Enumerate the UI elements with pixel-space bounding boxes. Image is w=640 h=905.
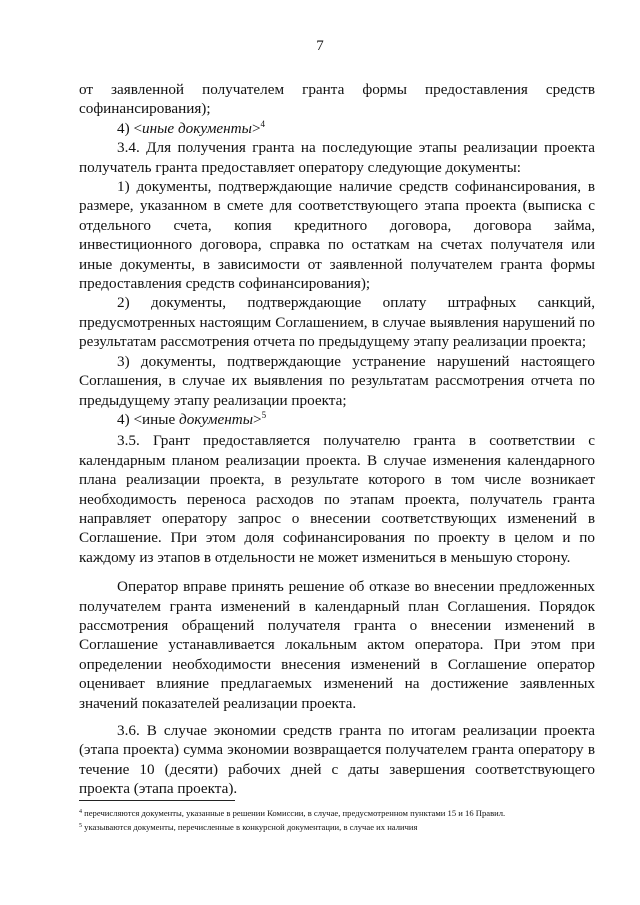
italic-text: документы: [179, 410, 253, 428]
page-number: 7: [316, 38, 324, 54]
paragraph-other-documents-5: 4) <иные документы>$^5$: [117, 409, 267, 428]
paragraph-item-2: 2) документы, подтверждающие оплату штрафных санкций, предусмотренных настоящим Соглашением, в случае выявления нарушений по результатам рассмотрения отчета по предыдущему этапу реализации проекта;: [79, 294, 595, 351]
document-body: [79, 80, 595, 799]
footnote-ref-5: 5: [261, 409, 267, 420]
paragraph-operator-refusal: Оператор вправе принять решение об отказе во внесении предложенных получателем гранта изменений в календарный план Соглашения. Порядок рассмотрения обращений получателя гранта о внесении изменений в Соглашение устанавливается локальным актом оператора. При этом при определении необходимости внесения изменений в Соглашение оператор оценивает влияние предлагаемых изменений на достижение заявленных значений показателей реализации проекта.: [79, 578, 595, 712]
paragraph-3-6: 3.6. В случае экономии средств гранта по итогам реализации проекта (этапа проекта) сумма экономии возвращается получателем гранта оператору в течение 10 (десяти) рабочих дней с даты завершения соответствующего проекта (этапа проекта).: [79, 722, 595, 798]
footnotes: [79, 806, 599, 834]
footnote-divider: [79, 800, 235, 801]
paragraph-3-5: 3.5. Грант предоставляется получателю гранта в соответствии с календарным планом реализации проекта. В случае изменения календарного плана реализации проекта, в результате которого в том числе возникает необходимость переноса расходов по этапам проекта, получатель гранта направляет оператору запрос о внесении соответствующих изменений в Соглашение. При этом доля софинансирования по проекту в целом и по каждому из этапов в отдельности не может измениться в меньшую сторону.: [79, 432, 595, 566]
footnote-ref-4: 4: [260, 118, 266, 129]
paragraph-3-4: 3.4. Для получения гранта на последующие этапы реализации проекта получатель гранта предоставляет оператору следующие документы:: [79, 139, 595, 176]
paragraph-cofinancing-continuation: от заявленной получателем гранта формы предоставления средств софинансирования);: [79, 81, 595, 118]
paragraph-item-1: 1) документы, подтверждающие наличие средств софинансирования, в размере, указанном в смете для соответствующего этапа проекта (выписка с отдельного счета, копия кредитного договора, договора займа, инвестиционного договора, справка по остаткам на счетах получателя или иные документы, в зависимости от заявленной получателем гранта формы предоставления средств софинансирования);: [79, 178, 595, 293]
italic-text: иные документы: [142, 119, 252, 137]
paragraph-other-documents-4: 4) <иные документы>$^4$: [117, 118, 266, 137]
footnote-5: $^5$ указываются документы, перечисленные в конкурсной документации, в случае их наличия: [79, 822, 418, 832]
paragraph-item-3: 3) документы, подтверждающие устранение нарушений настоящего Соглашения, в случае их выявления по результатам рассмотрения отчета по предыдущему этапу реализации проекта;: [79, 352, 595, 409]
footnote-4: $^4$ перечисляются документы, указанные в решении Комиссии, в случае, предусмотренном пунктами 15 и 16 Правил.: [79, 808, 506, 818]
